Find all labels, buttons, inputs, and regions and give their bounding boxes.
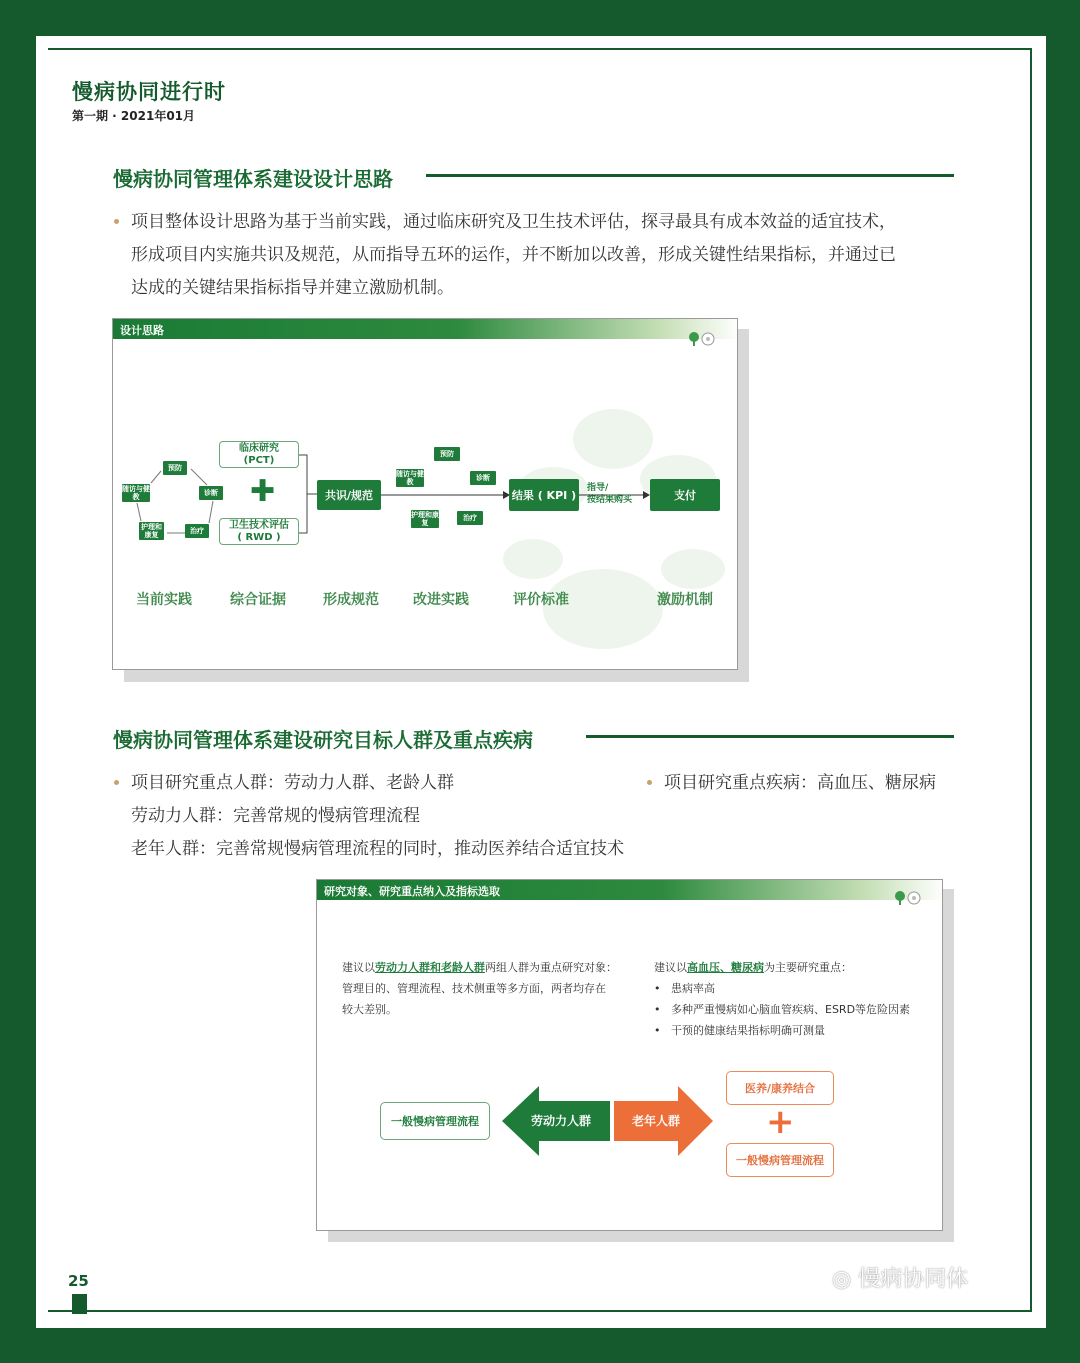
section1-bullet	[114, 219, 119, 224]
section1-title: 慢病协同管理体系建设设计思路	[113, 167, 393, 191]
cycle1-followup: 随访与健教	[122, 485, 150, 501]
section2-left-line: 老年人群：完善常规慢病管理流程的同时，推动医养结合适宜技术	[131, 839, 624, 859]
cycle1-prevent: 预防	[163, 461, 187, 475]
left-suffix: 两组人群为重点研究对象：	[485, 961, 617, 974]
cycle2-treat: 治疗	[457, 511, 483, 525]
background-plant-decoration	[493, 379, 733, 669]
cycle2-prevent: 预防	[434, 447, 460, 461]
slide2-right-line1	[654, 957, 943, 978]
consensus-box: 共识/规范	[317, 480, 381, 510]
guide-label: 指导/ 按结果购买	[587, 483, 633, 505]
slide1-header: 设计思路	[120, 324, 164, 337]
slide2-left-line1	[342, 957, 642, 978]
general-process-right-box: 一般慢病管理流程	[726, 1143, 834, 1177]
tree-logo-icon	[893, 890, 921, 906]
evidence-hta-label: 卫生技术评估 ( RWD )	[229, 520, 289, 543]
slide-research-targets	[316, 879, 943, 1231]
general-process-left-box: 一般慢病管理流程	[380, 1102, 490, 1140]
right-bullet-text: 干预的健康结果指标明确可测量	[671, 1024, 825, 1037]
arrow-labor-label: 劳动力人群	[531, 1114, 592, 1128]
arrow-elderly-label: 老年人群	[632, 1114, 681, 1128]
cycle1-arrows	[113, 449, 233, 554]
medical-care-box: 医养/康养结合	[726, 1071, 834, 1105]
stage-label: 当前实践	[136, 592, 192, 608]
watermark-text: 慢病协同体	[858, 1267, 969, 1292]
right-bullet-text: 患病率高	[671, 982, 715, 995]
section2-left-bullet: 项目研究重点人群：劳动力人群、老龄人群	[131, 773, 454, 793]
section2-bullet	[114, 780, 119, 785]
stage-label: 评价标准	[513, 592, 569, 608]
plus-icon: +	[766, 1102, 795, 1142]
bullet-symbol: •	[654, 1024, 661, 1037]
section1-line: 形成项目内实施共识及规范，从而指导五环的运作，并不断加以改善，形成关键性结果指标，并通过已	[131, 245, 896, 265]
evidence-clinical-research	[219, 441, 299, 468]
cycle2-diagnose: 诊断	[470, 471, 496, 485]
slide2-right-bullet-item	[654, 978, 943, 999]
stage-label: 改进实践	[413, 592, 469, 608]
section1-rule	[426, 174, 954, 177]
section1-paragraph	[131, 206, 896, 305]
cycle1-nursing: 护理和康复	[141, 523, 162, 539]
wechat-icon: ◎	[832, 1267, 852, 1292]
bullet-symbol: •	[654, 982, 661, 995]
stage-label: 激励机制	[657, 592, 713, 608]
left-highlight: 劳动力人群和老龄人群	[375, 961, 485, 974]
evidence-hta	[219, 518, 299, 545]
page-tab-marker	[72, 1294, 87, 1314]
slide2-left-line: 较大差别。	[342, 1003, 397, 1016]
slide2-right-bullet-item	[654, 999, 943, 1020]
section1-line: 达成的关键结果指标指导并建立激励机制。	[131, 278, 454, 298]
stage-label: 形成规范	[323, 592, 379, 608]
payment-box: 支付	[650, 479, 720, 511]
slide2-header: 研究对象、研究重点纳入及指标选取	[324, 885, 500, 898]
magazine-title: 慢病协同进行时	[72, 80, 226, 104]
page	[36, 36, 1046, 1328]
evidence-bracket	[299, 453, 319, 535]
page-number: 25	[68, 1272, 89, 1290]
section2-left-text	[131, 767, 624, 866]
right-suffix: 为主要研究重点：	[764, 961, 852, 974]
slide1-header-bar	[113, 319, 738, 339]
section1-line: 项目整体设计思路为基于当前实践，通过临床研究及卫生技术评估，探寻最具有成本效益的适宜技术，	[131, 212, 896, 232]
magazine-issue: 第一期 · 2021年01月	[72, 109, 196, 123]
slide2-header-bar	[317, 880, 943, 900]
consensus-arrow	[381, 489, 511, 501]
right-highlight: 高血压、糖尿病	[687, 961, 764, 974]
evidence-clinical-label: 临床研究 (PCT)	[239, 443, 279, 466]
cycle1-treat: 治疗	[185, 524, 209, 538]
watermark	[832, 1262, 968, 1293]
slide2-right-bullet-item	[654, 1020, 943, 1041]
result-kpi-box: 结果 ( KPI )	[509, 479, 579, 511]
section2-left-line: 劳动力人群：完善常规的慢病管理流程	[131, 806, 420, 826]
bullet-symbol: •	[654, 1003, 661, 1016]
right-prefix: 建议以	[654, 961, 687, 974]
tree-logo-icon	[687, 331, 715, 347]
cycle2-followup: 随访与健教	[396, 470, 424, 486]
left-prefix: 建议以	[342, 961, 375, 974]
section2-rule	[586, 735, 954, 738]
slide-design-approach	[112, 318, 738, 670]
stage-label: 综合证据	[230, 592, 286, 608]
plus-icon: ✚	[250, 474, 276, 509]
slide2-right-text	[654, 957, 943, 1041]
section2-title: 慢病协同管理体系建设研究目标人群及重点疾病	[113, 728, 533, 752]
slide2-left-text	[342, 957, 642, 1020]
slide2-left-line: 管理目的、管理流程、技术侧重等多方面，两者均存在	[342, 982, 606, 995]
section2-right-bullet: 项目研究重点疾病：高血压、糖尿病	[664, 773, 936, 793]
section2-right-bullet-dot	[647, 780, 652, 785]
cycle2-nursing: 护理和康复	[411, 511, 439, 527]
cycle1-diagnose: 诊断	[199, 486, 223, 500]
right-bullet-text: 多种严重慢病如心脑血管疾病、ESRD等危险因素	[671, 1003, 911, 1016]
